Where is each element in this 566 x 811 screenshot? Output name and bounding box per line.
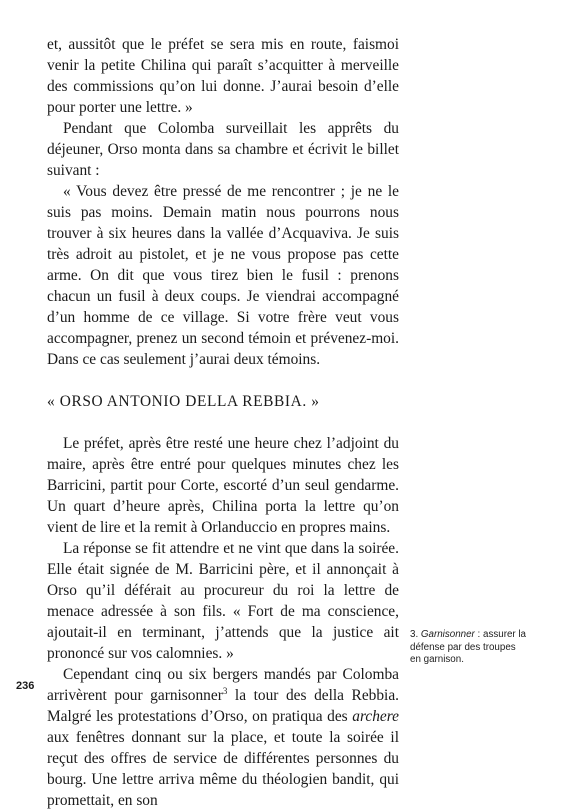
paragraph-bergers-start: Cependant cinq ou six bergers mandés par Colomba arrivèrent pour garnisonner xyxy=(47,666,399,704)
footnote-reference: 3 xyxy=(222,685,228,696)
page-number: 236 xyxy=(16,680,35,692)
footnote-text: : assurer la défense par des troupes en garnison. xyxy=(410,629,527,665)
paragraph-bergers-end: aux fenêtres donnant sur la place, et toute la soirée il reçut des offres de service de différentes personnes du bourg. Une lettre arriva même du théologien bandit, qui promettait, en son xyxy=(47,729,399,809)
footnote-term: Garnisonner xyxy=(420,629,475,640)
footnote-label: 3. xyxy=(410,629,421,640)
paragraph-bergers xyxy=(47,664,399,811)
paragraph-prefet-depart: Le préfet, après être resté une heure chez l’adjoint du maire, après être entré pour quelques minutes chez les Barricini, partit pour Corte, escorté d’un seul gendarme. Un quart d’heure après, Chilina porta la lettre qu’on vient de lire et la remit à Orlanduccio en propres mains. xyxy=(47,435,399,536)
main-text-column xyxy=(47,34,399,811)
margin-footnote xyxy=(410,629,528,667)
italic-term-archere: archere xyxy=(352,708,399,725)
letter-signature: « ORSO ANTONIO DELLA REBBIA. » xyxy=(47,393,320,410)
paragraph-colomba-dejeuner: Pendant que Colomba surveillait les apprêts du déjeuner, Orso monta dans sa chambre et écrivit le billet suivant : xyxy=(47,120,399,179)
paragraph-reponse: La réponse se fit attendre et ne vint que dans la soirée. Elle était signée de M. Barricini père, et il annonçait à Orso qu’il déférait au procureur du roi la lettre de menace adressée à son fils. « Fort de ma conscience, ajoutait-il en terminant, j’attends que la justice ait prononcé sur vos calomnies. » xyxy=(47,540,399,662)
paragraph-continuation: et, aussitôt que le préfet se sera mis en route, faismoi venir la petite Chilina qui paraît s’acquitter à merveille des commissions qu’on lui donne. J’aurai besoin d’elle pour porter une lettre. » xyxy=(47,36,399,116)
paragraph-bergers-middle: la tour des della Rebbia. Malgré les protestations d’Orso, on pratiqua des xyxy=(47,687,399,725)
paragraph-letter-body: « Vous devez être pressé de me rencontrer ; je ne le suis pas moins. Demain matin nous pourrons nous trouver à six heures dans la vallée d’Acquaviva. Je suis très adroit au pistolet, et je ne vous propose pas cette arme. On dit que vous tirez bien le fusil : prenons chacun un fusil à deux coups. Je viendrai accompagné d’un homme de ce village. Si votre frère veut vous accompagner, prenez un second témoin et prévenez-moi. Dans ce cas seulement j’aurai deux témoins. xyxy=(47,183,399,368)
